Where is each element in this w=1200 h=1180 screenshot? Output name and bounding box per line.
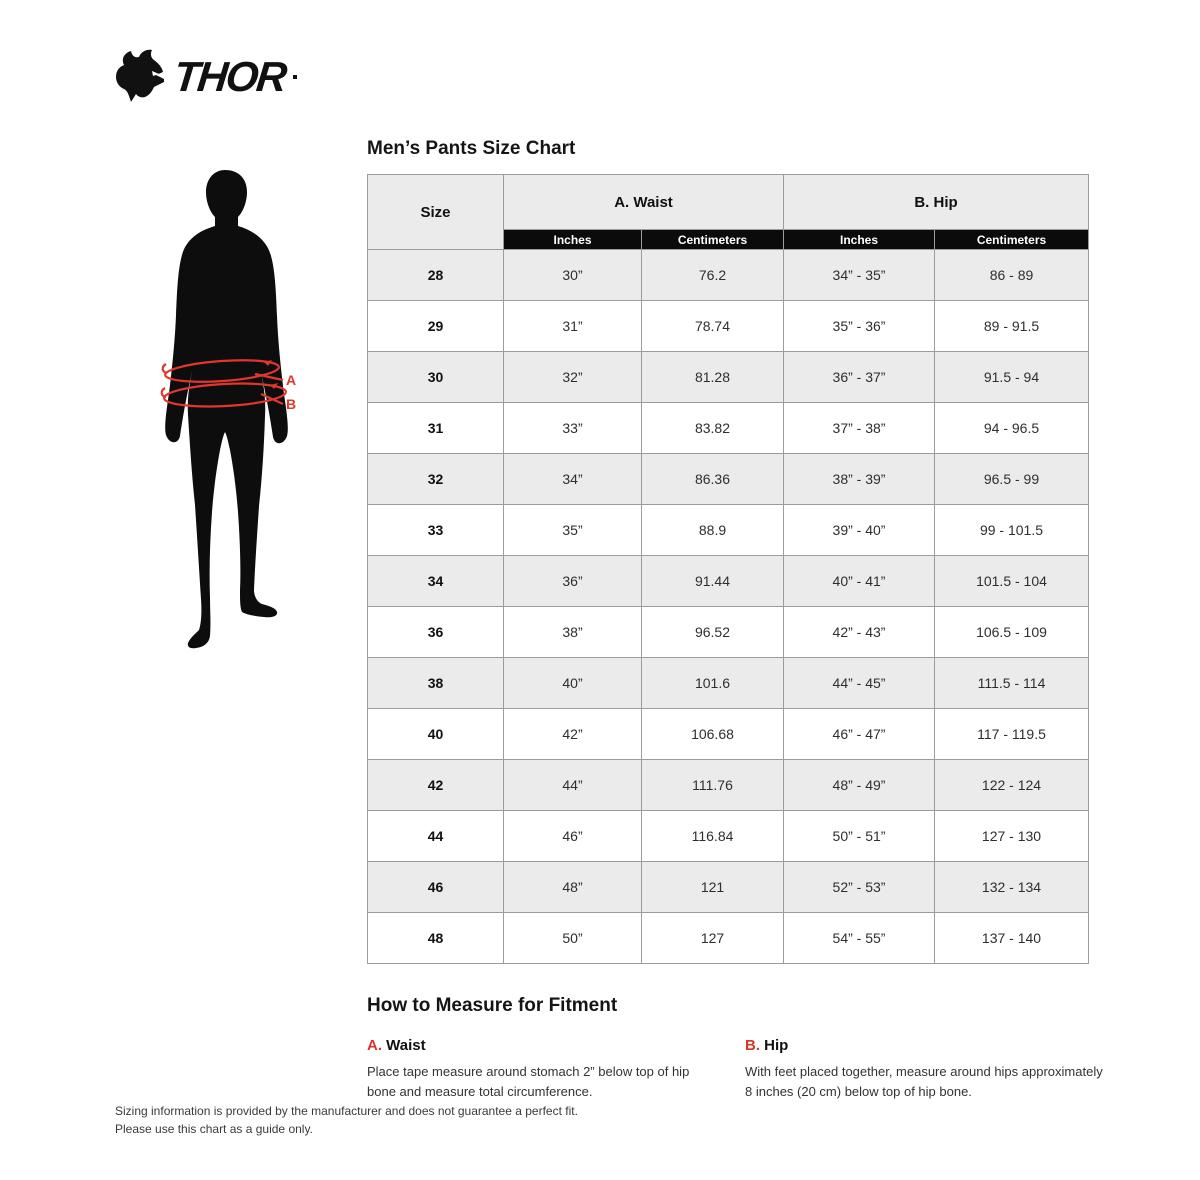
male-silhouette [165,170,288,648]
thor-wordmark: THOR [171,53,288,100]
how-to-measure-section [367,995,1107,1102]
waist-instructions-heading [367,1037,745,1054]
table-row [368,862,1089,913]
cell-hip-in: 35” - 36” [784,301,935,352]
table-row [368,556,1089,607]
waist-label: Waist [386,1037,426,1054]
cell-waist-cm: 83.82 [642,403,784,454]
cell-waist-cm: 81.28 [642,352,784,403]
male-silhouette-diagram [152,166,327,651]
hip-label: Hip [764,1037,789,1054]
cell-hip-in: 48” - 49” [784,760,935,811]
cell-hip-in: 50” - 51” [784,811,935,862]
cell-waist-in: 42” [504,709,642,760]
cell-hip-in: 39” - 40” [784,505,935,556]
main-content [367,138,1088,964]
cell-hip-in: 44” - 45” [784,658,935,709]
disclaimer-line-1: Sizing information is provided by the manufacturer and does not guarantee a perfect fit. [115,1104,578,1118]
cell-hip-cm: 117 - 119.5 [935,709,1089,760]
cell-waist-in: 30” [504,250,642,301]
cell-hip-in: 42” - 43” [784,607,935,658]
hip-letter: B. [745,1037,760,1054]
table-row [368,301,1089,352]
cell-size: 32 [368,454,504,505]
waist-label-a: A [286,372,297,388]
hip-instructions-heading [745,1037,1107,1054]
cell-hip-cm: 132 - 134 [935,862,1089,913]
waist-instructions [367,1037,745,1102]
cell-hip-in: 34” - 35” [784,250,935,301]
cell-hip-in: 36” - 37” [784,352,935,403]
cell-hip-cm: 96.5 - 99 [935,454,1089,505]
cell-waist-in: 33” [504,403,642,454]
cell-waist-cm: 121 [642,862,784,913]
table-row [368,913,1089,964]
cell-hip-cm: 86 - 89 [935,250,1089,301]
cell-hip-cm: 94 - 96.5 [935,403,1089,454]
cell-hip-cm: 89 - 91.5 [935,301,1089,352]
cell-size: 42 [368,760,504,811]
cell-waist-in: 50” [504,913,642,964]
cell-size: 38 [368,658,504,709]
column-header-size: Size [368,175,504,250]
cell-waist-in: 46” [504,811,642,862]
cell-size: 46 [368,862,504,913]
how-to-measure-title: How to Measure for Fitment [367,995,618,1016]
column-header-hip-inches: Inches [784,230,935,250]
table-row [368,709,1089,760]
cell-waist-in: 48” [504,862,642,913]
cell-hip-in: 37” - 38” [784,403,935,454]
thor-wordmark-dot [293,75,297,79]
cell-size: 40 [368,709,504,760]
cell-hip-cm: 127 - 130 [935,811,1089,862]
column-header-hip-group: B. Hip [784,175,1089,230]
cell-waist-in: 38” [504,607,642,658]
cell-waist-cm: 91.44 [642,556,784,607]
cell-size: 44 [368,811,504,862]
cell-waist-in: 44” [504,760,642,811]
hip-instructions-text: With feet placed together, measure around hips approximately 8 inches (20 cm) below top of hip bone. [745,1064,1103,1100]
cell-waist-in: 31” [504,301,642,352]
table-group-header-row [368,175,1089,230]
cell-waist-cm: 76.2 [642,250,784,301]
size-table-body [368,250,1089,964]
thor-logo [112,48,297,106]
cell-waist-cm: 111.76 [642,760,784,811]
cell-size: 30 [368,352,504,403]
cell-hip-cm: 137 - 140 [935,913,1089,964]
cell-waist-cm: 78.74 [642,301,784,352]
table-row [368,658,1089,709]
cell-waist-in: 32” [504,352,642,403]
cell-size: 29 [368,301,504,352]
cell-hip-in: 54” - 55” [784,913,935,964]
cell-hip-in: 40” - 41” [784,556,935,607]
disclaimer-line-2: Please use this chart as a guide only. [115,1122,313,1136]
cell-waist-in: 34” [504,454,642,505]
size-table [367,174,1089,964]
cell-hip-cm: 111.5 - 114 [935,658,1089,709]
body-measurement-figure [152,166,327,656]
cell-size: 28 [368,250,504,301]
table-row [368,607,1089,658]
hip-instructions [745,1037,1107,1102]
table-row [368,250,1089,301]
cell-waist-cm: 88.9 [642,505,784,556]
cell-waist-cm: 106.68 [642,709,784,760]
table-row [368,352,1089,403]
cell-size: 36 [368,607,504,658]
thor-goat-icon [112,48,168,106]
column-header-waist-centimeters: Centimeters [642,230,784,250]
disclaimer [115,1102,578,1138]
cell-hip-cm: 91.5 - 94 [935,352,1089,403]
cell-waist-cm: 96.52 [642,607,784,658]
cell-waist-cm: 116.84 [642,811,784,862]
cell-hip-in: 52” - 53” [784,862,935,913]
column-header-waist-group: A. Waist [504,175,784,230]
cell-hip-cm: 101.5 - 104 [935,556,1089,607]
cell-hip-cm: 99 - 101.5 [935,505,1089,556]
hip-label-b: B [286,396,297,412]
cell-waist-in: 36” [504,556,642,607]
table-row [368,505,1089,556]
column-header-waist-inches: Inches [504,230,642,250]
cell-size: 48 [368,913,504,964]
column-header-hip-centimeters: Centimeters [935,230,1089,250]
cell-waist-cm: 86.36 [642,454,784,505]
cell-hip-in: 38” - 39” [784,454,935,505]
waist-instructions-text: Place tape measure around stomach 2” below top of hip bone and measure total circumference. [367,1064,690,1100]
cell-waist-cm: 127 [642,913,784,964]
waist-letter: A. [367,1037,382,1054]
cell-hip-cm: 122 - 124 [935,760,1089,811]
table-row [368,760,1089,811]
cell-size: 33 [368,505,504,556]
table-row [368,811,1089,862]
cell-waist-in: 35” [504,505,642,556]
cell-hip-in: 46” - 47” [784,709,935,760]
cell-waist-cm: 101.6 [642,658,784,709]
cell-waist-in: 40” [504,658,642,709]
table-row [368,454,1089,505]
cell-hip-cm: 106.5 - 109 [935,607,1089,658]
table-row [368,403,1089,454]
cell-size: 31 [368,403,504,454]
page-title: Men’s Pants Size Chart [367,138,576,159]
cell-size: 34 [368,556,504,607]
